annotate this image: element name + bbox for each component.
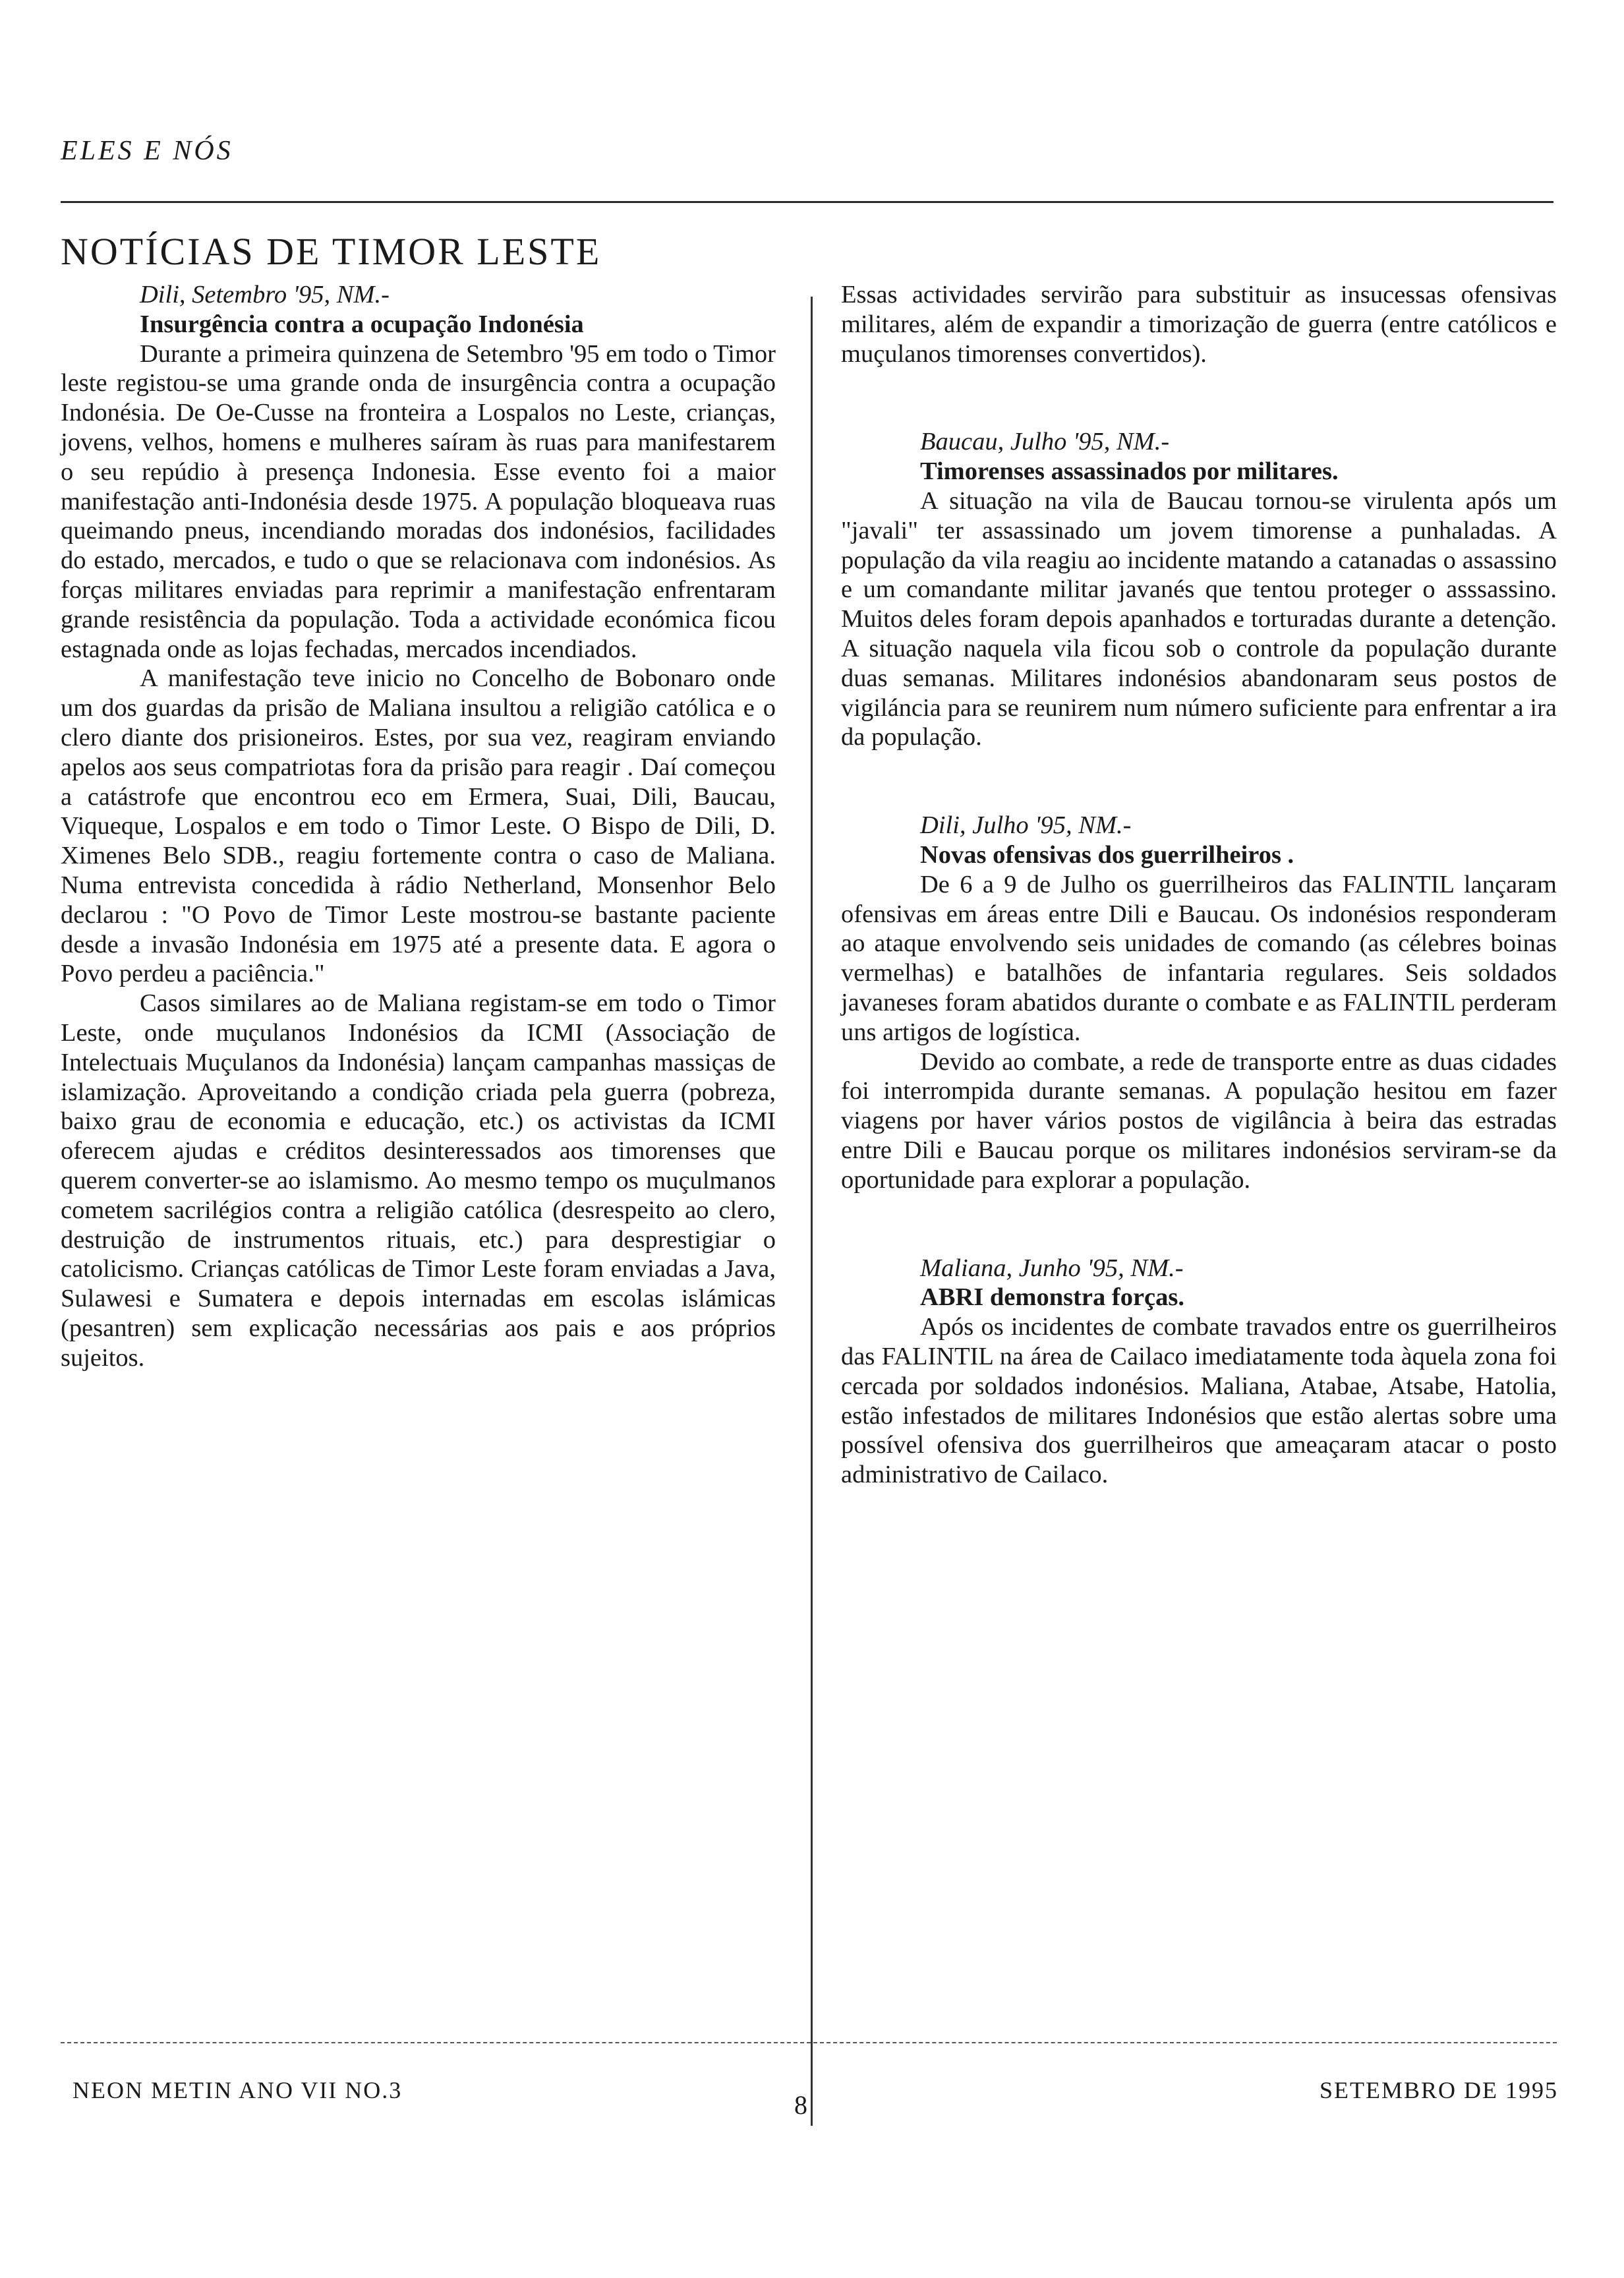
article-paragraph: De 6 a 9 de Julho os guerrilheiros das FALINTIL lançaram ofensivas em áreas entre Dili e Baucau. Os indonésios responderam ao ataque envolvendo seis unidades de comando (as célebres boinas vermelhas) e batalhões de infantaria regulares. Seis soldados javaneses foram abatidos durante o combate e as FALINTIL perderam uns artigos de logística. <box>841 870 1557 1046</box>
article-paragraph-continued: Essas actividades servirão para substituir as insucessas ofensivas militares, além de expandir a timorização de guerra (entre católicos e muçulanos timorenses convertidos). <box>841 281 1557 368</box>
running-head: ELES E NÓS <box>61 136 233 166</box>
article-paragraph: Casos similares ao de Maliana registam-se em todo o Timor Leste, onde muçulanos Indonésios da ICMI (Associação de Intelectuais Muçulanos da Indonésia) lançam campanhas massiças de islamização. Aproveitando a condição criada pela guerra (pobreza, baixo grau de economia e educação, etc.) os activistas da ICMI oferecem ajudas e créditos desinteressados aos timorenses que querem converter-se ao islamismo. Ao mesmo tempo os muçulmanos cometem sacrilégios contra a religião católica (desrespeito ao clero, destruição de instrumentos rituais, etc.) para desprestigiar o catolicismo. Crianças católicas de Timor Leste foram enviadas a Java, Sulawesi e Sumatera e depois internadas em escolas islámicas (pesantren) sem explicação necessárias aos pais e aos próprios sujeitos. <box>61 989 776 1372</box>
article-spacer <box>841 368 1557 427</box>
article-paragraph: A situação na vila de Baucau tornou-se virulenta após um "javali" ter assassinado um jovem timorense a punhaladas. A população da vila reagiu ao incidente matando a catanadas o assassino e um comandante militar javanés que tentou proteger o asssassino. Muitos deles foram depois apanhados e torturadas durante a detenção. A situação naquela vila ficou sob o controle da população durante duas semanas. Militares indonésios abandonaram seus postos de vigiláncia para se reunirem num número suficiente para enfrentar a ira da população. <box>841 486 1557 751</box>
right-column <box>841 280 1557 1490</box>
article-abri <box>841 1254 1557 1490</box>
article-paragraph: Devido ao combate, a rede de transporte entre as duas cidades foi interrompida durante semanas. A população hesitou em fazer viagens por haver vários postos de vigilância à beira das estradas entre Dili e Baucau porque os militares indonésios serviram-se da oportunidade para explorar a população. <box>841 1047 1557 1194</box>
article-spacer <box>841 752 1557 811</box>
article-headline: ABRI demonstra forças. <box>920 1283 1184 1312</box>
article-spacer <box>841 1195 1557 1254</box>
article-baucau <box>841 427 1557 752</box>
article-paragraph: Após os incidentes de combate travados entre os guerrilheiros das FALINTIL na área de Cailaco imediatamente toda àquela zona foi cercada por soldados indonésios. Maliana, Atabae, Atsabe, Hatolia, estão infestados de militares Indonésios que estão alertas sobre uma possível ofensiva dos guerrilheiros que ameaçaram atacar o posto administrativo de Cailaco. <box>841 1313 1557 1489</box>
article-dateline: Dili, Setembro '95, NM.- <box>140 281 390 308</box>
page-number: 8 <box>794 2090 809 2120</box>
article-dateline: Baucau, Julho '95, NM.- <box>920 428 1170 456</box>
article-headline: Novas ofensivas dos guerrilheiros . <box>920 840 1294 869</box>
article-ofensivas <box>841 811 1557 1194</box>
article-paragraph: Durante a primeira quinzena de Setembro '95 em todo o Timor leste registou-se uma grande onda de insurgência contra a ocupação Indonésia. De Oe-Cusse na fronteira a Lospalos no Leste, crianças, jovens, velhos, homens e mulheres saíram às ruas para manifestarem o seu repúdio à presença Indonesia. Esse evento foi a maior manifestação anti-Indonésia desde 1975. A população bloqueava ruas queimando pneus, incendiando moradas dos indonésios, facilidades do estado, mercados, e tudo o que se relacionava com indonésios. As forças militares enviadas para reprimir a manifestação enfrentaram grande resistência da população. Toda a actividade económica ficou estagnada onde as lojas fechadas, mercados incendiados. <box>61 339 776 663</box>
article-headline: Timorenses assassinados por militares. <box>920 457 1339 486</box>
article-dateline: Dili, Julho '95, NM.- <box>920 811 1132 840</box>
footer-date: SETEMBRO DE 1995 <box>1319 2077 1558 2103</box>
header-rule <box>61 201 1553 203</box>
article-dateline: Maliana, Junho '95, NM.- <box>920 1254 1184 1282</box>
article-headline: Insurgência contra a ocupação Indonésia <box>140 310 584 338</box>
footer-rule <box>61 2042 1557 2043</box>
section-title: NOTÍCIAS DE TIMOR LESTE <box>61 230 602 273</box>
left-column <box>61 280 776 1372</box>
article-insurgencia <box>61 280 776 1372</box>
footer-publication: NEON METIN ANO VII NO.3 <box>72 2077 403 2103</box>
column-divider <box>811 297 813 2126</box>
article-paragraph: A manifestação teve inicio no Concelho de Bobonaro onde um dos guardas da prisão de Maliana insultou a religião católica e o clero diante dos prisioneiros. Estes, por sua vez, reagiram enviando apelos aos seus compatriotas fora da prisão para reagir . Daí começou a catástrofe que encontrou eco em Ermera, Suai, Dili, Baucau, Viqueque, Lospalos e em todo o Timor Leste. O Bispo de Dili, D. Ximenes Belo SDB., reagiu fortemente contra o caso de Maliana. Numa entrevista concedida à rádio Netherland, Monsenhor Belo declarou : "O Povo de Timor Leste mostrou-se bastante paciente desde a invasão Indonésia em 1975 até a presente data. E agora o Povo perdeu a paciência." <box>61 664 776 988</box>
